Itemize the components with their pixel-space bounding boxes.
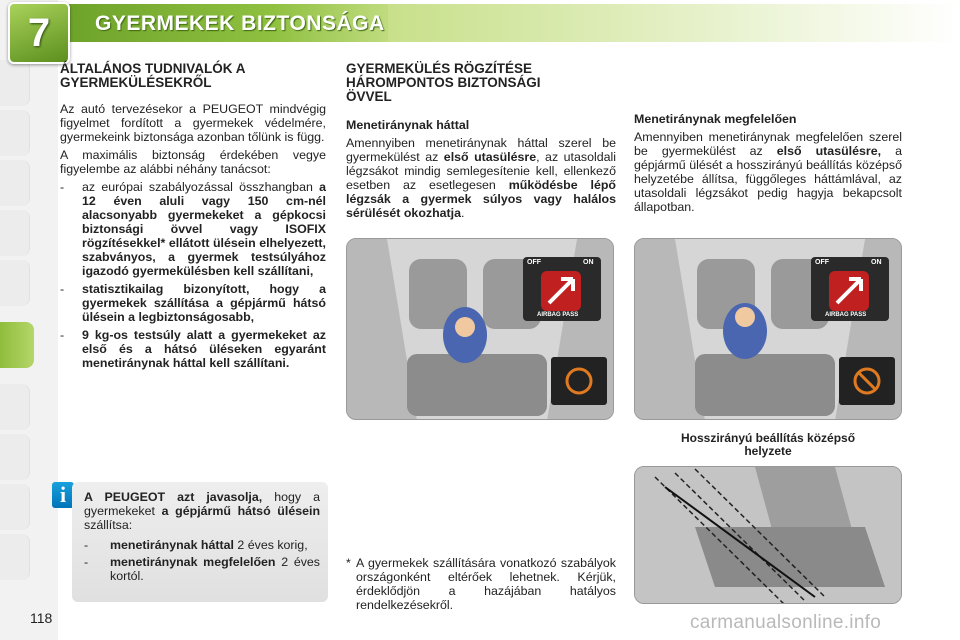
intro-paragraph: Az autó tervezésekor a PEUGEOT mindvégig figyelmet fordított a gyermekek védelmére, gyermekeink biztonsága azonban tőlünk is függ.	[60, 102, 326, 144]
recommendation-box: A PEUGEOT azt javasolja, hogy a gyermekeket a gépjármű hátsó ülésein szállítsa: - menetiránynak háttal 2 éves korig, - menetiránynak megfelelően 2 éves kortól.	[72, 482, 328, 602]
info-icon: i	[52, 482, 74, 508]
list-item: - menetiránynak megfelelően 2 éves kortól.	[84, 555, 320, 583]
airbag-switch-on-label: ON	[871, 259, 882, 266]
rear-facing-subtitle: Menetiránynak háttal	[346, 118, 470, 132]
airbag-switch-on-label: ON	[583, 259, 594, 266]
chapter-tab[interactable]	[0, 384, 30, 430]
airbag-switch-label: AIRBAG PASS	[825, 312, 867, 318]
list-item: - 9 kg-os testsúly alatt a gyermekeket az első és a hátsó üléseken egyaránt menetiránynak háttal kell szállítani.	[60, 328, 326, 370]
list-item: - az európai szabályozással összhangban a 12 éven aluli vagy 150 cm-nél alacsonyabb gyermekeket a gépkocsi biztonsági övvel vagy ISOFIX rögzítésekkel* ellátott ülésein elhelyezett, szabványos, a gyermek testsúlyához igazodó gyermekülésben kell szállítani,	[60, 180, 326, 278]
chapter-tab[interactable]	[0, 434, 30, 480]
list-item: - menetiránynak háttal 2 éves korig,	[84, 538, 308, 552]
chapter-number-badge	[8, 2, 70, 64]
advice-list	[60, 180, 326, 370]
seat-adjustment-caption: Hosszirányú beállítás középső helyzete	[680, 431, 856, 458]
seat-fixing-column	[346, 62, 616, 224]
chapter-tab[interactable]	[0, 534, 30, 580]
watermark: carmanualsonline.info	[690, 612, 882, 633]
chapter-tab[interactable]	[0, 60, 30, 106]
chapter-tab[interactable]	[0, 160, 30, 206]
page-title: GYERMEKEK BIZTONSÁGA	[95, 12, 385, 35]
chapter-tab[interactable]	[0, 484, 30, 530]
chapter-tab[interactable]	[0, 260, 30, 306]
section-title: ÁLTALÁNOS TUDNIVALÓK A GYERMEKÜLÉSEKRŐL	[60, 61, 246, 90]
forward-facing-subtitle: Menetiránynak megfelelően	[634, 112, 797, 126]
rear-facing-text: Amennyiben menetiránynak háttal szerel be gyermekülést az első utasülésre, az utasoldali légzsákot mindig semlegesítenie kell, ellenkező esetben az esetlegesen működésbe lépő légzsák a gyermek súlyos vagy halálos sérülését okozhatja.	[346, 136, 616, 220]
forward-facing-text: Amennyiben menetiránynak megfelelően szerel be gyermekülést az első utasülésre, a gépjármű ülését a hosszirányú beállítás középső helyzetébe állítsa, függőleges háttámlával, az utasoldali légzsákot pedig hagyja bekapcsolt állapotban.	[634, 130, 902, 214]
list-item: - statisztikailag bizonyított, hogy a gyermekek szállítása a gépjármű hátsó ülésein a legbiztonságosabb,	[60, 282, 326, 324]
chapter-tab[interactable]	[0, 110, 30, 156]
chapter-tab[interactable]	[0, 210, 30, 256]
seat-position-illustration	[634, 466, 902, 604]
forward-facing-column	[634, 112, 902, 218]
chapter-tab-active[interactable]	[0, 322, 34, 368]
chapter-tab-strip	[0, 0, 58, 640]
airbag-switch-label: AIRBAG PASS	[537, 312, 579, 318]
forward-facing-seat-illustration	[634, 238, 902, 420]
section-title: GYERMEKÜLÉS RÖGZÍTÉSE HÁROMPONTOS BIZTONSÁGI ÖVVEL	[346, 61, 541, 104]
airbag-switch-off-label: OFF	[527, 259, 541, 266]
advice-intro: A maximális biztonság érdekében vegye figyelembe az alábbi néhány tanácsot:	[60, 148, 326, 176]
page-number: 118	[30, 610, 53, 626]
footnote: * A gyermekek szállítására vonatkozó szabályok országonként eltérőek lehetnek. Kérjük, érdeklődjön a hazájában hatályos rendelkezésekről.	[346, 556, 616, 612]
chapter-number: 7	[27, 10, 51, 55]
airbag-switch-off-label: OFF	[815, 259, 829, 266]
rear-facing-seat-illustration	[346, 238, 614, 420]
general-info-column	[60, 62, 326, 374]
